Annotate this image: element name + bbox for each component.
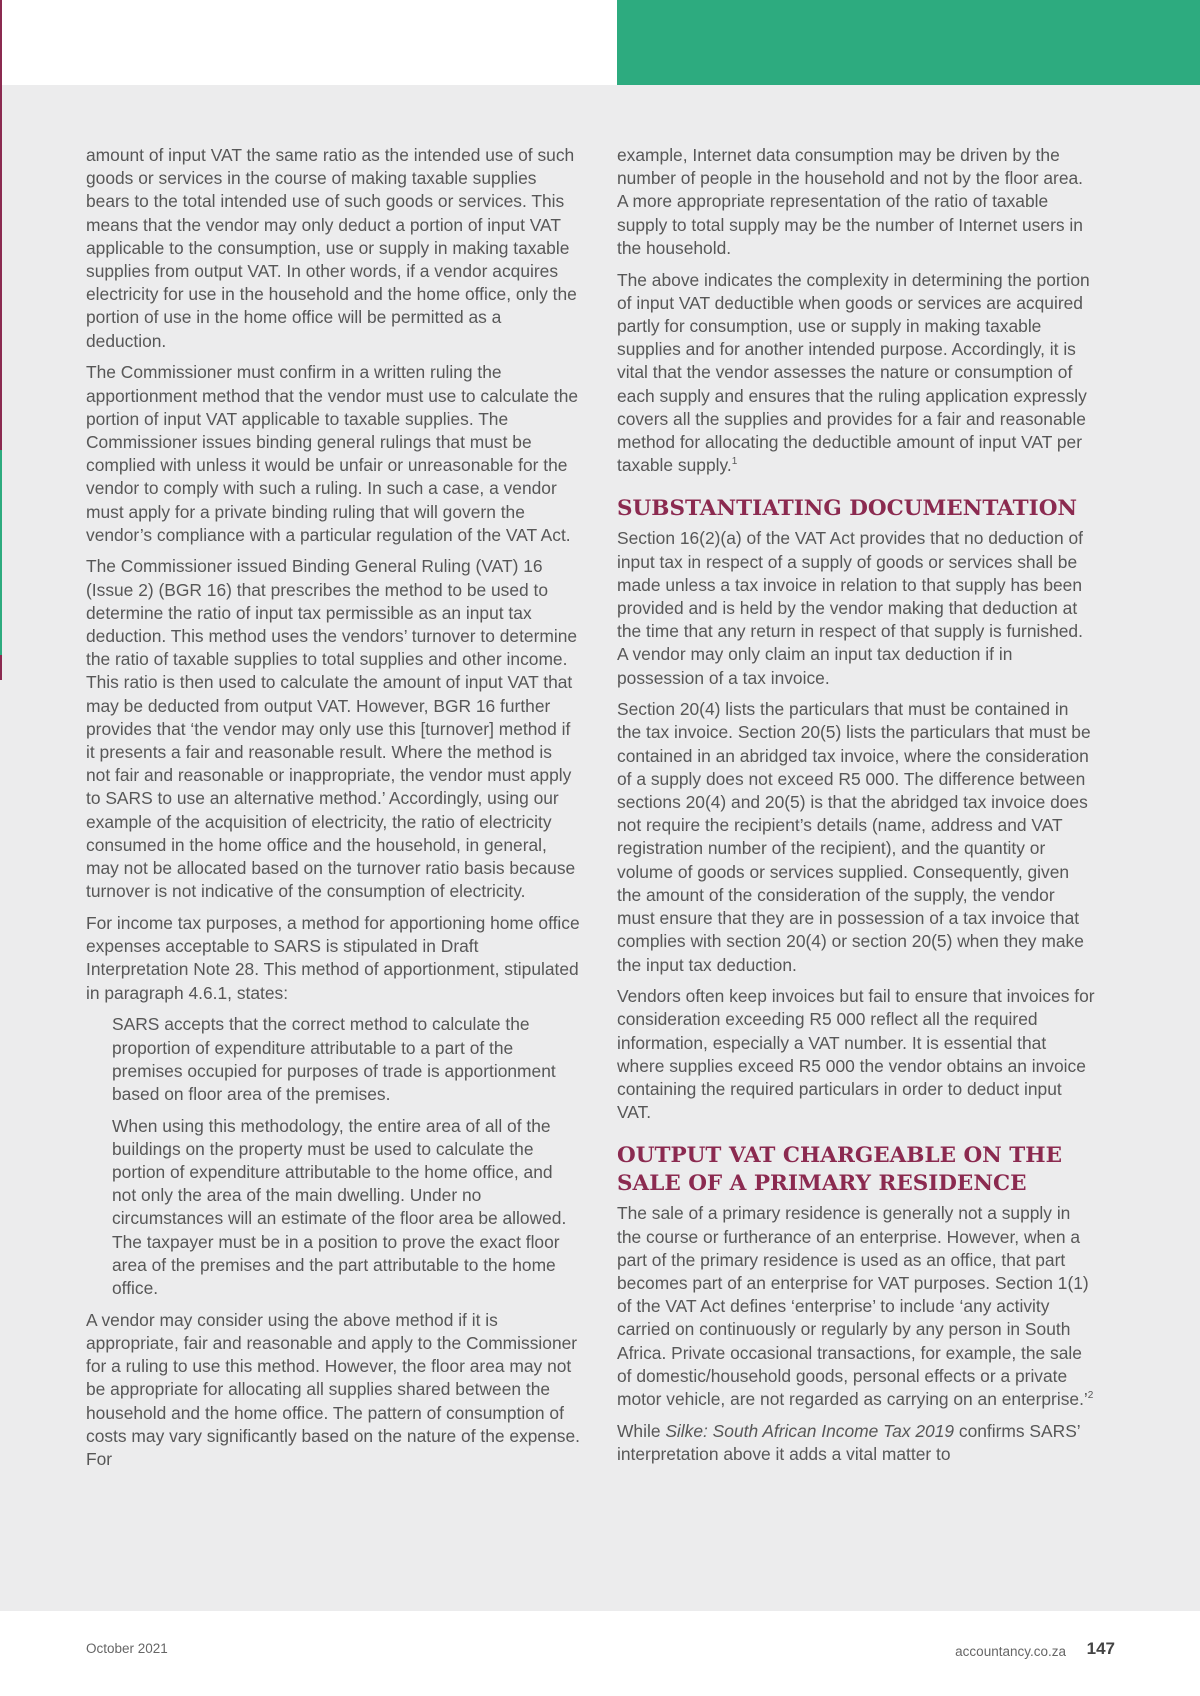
body-paragraph: amount of input VAT the same ratio as the intended use of such goods or services in the course of making taxable supplies bears to the total intended use of such goods or services. This means that the vendor may only deduct a portion of input VAT applicable to the consumption, use or supply in making taxable supplies from output VAT. In other words, if a vendor acquires electricity for use in the household and the home office, only the portion of use in the home office will be permitted as a deduction. [86, 145, 577, 351]
edge-color-mark [0, 85, 2, 450]
footnote-marker: 1 [731, 456, 738, 468]
body-paragraph: The Commissioner must confirm in a written ruling the apportionment method that the vendor must use to calculate the portion of input VAT applicable to taxable supplies. The Commissioner issues binding general rulings that must be complied with unless it would be unfair or unreasonable for the vendor to comply with such a ruling. In such a case, a vendor must apply for a private binding ruling that will govern the vendor’s compliance with a particular regulation of the VAT Act. [86, 362, 579, 545]
paragraph-text: The sale of a primary residence is generally not a supply in the course or furtherance of an enterprise. However, when a part of the primary residence is used as an office, that part becomes part of an enterprise for VAT purposes. Section 1(1) of the VAT Act defines ‘enterprise’ to include ‘any activity carried on continuously or regularly by any person in South Africa. Private occasional transactions, for example, the sale of domestic/household goods, personal effects or a private motor vehicle, are not regarded as carrying on an enterprise.’ [617, 1203, 1089, 1410]
body-paragraph: Section 20(4) lists the particulars that must be contained in the tax invoice. Section 20(5) lists the particulars that must be contained in an abridged tax invoice, where the consideration of a supply does not exceed R5 000. The difference between sections 20(4) and 20(5) is that the abridged tax invoice does not require the recipient’s details (name, address and VAT registration number of the recipient), and the quantity or volume of goods or services supplied. Consequently, given the amount of the consideration of the supply, the vendor must ensure that they are in possession of a tax invoice that complies with section 20(4) or section 20(5) when they make the input tax deduction. [617, 699, 1091, 975]
header-green-band [617, 0, 1200, 85]
section-heading-substantiating: SUBSTANTIATING DOCUMENTATION [617, 496, 1078, 522]
body-paragraph: example, Internet data consumption may be driven by the number of people in the household and not by the floor area. A more appropriate representation of the ratio of taxable supply to total supply may be the number of Internet users in the household. [617, 145, 1084, 258]
issue-date: October 2021 [86, 1641, 168, 1656]
body-paragraph: A vendor may consider using the above method if it is appropriate, fair and reasonable and apply to the Commissioner for a ruling to use this method. However, the floor area may not be appropriate for allocating all supplies shared between the household and the home office. The pattern of consumption of costs may vary significantly based on the nature of the expense. For [86, 1309, 580, 1469]
site-url: accountancy.co.za [955, 1644, 1066, 1659]
page-footer [0, 1611, 1200, 1696]
block-quote: SARS accepts that the correct method to calculate the proportion of expenditure attributable to a part of the premises occupied for purposes of trade is apportionment based on floor area of the premises. [112, 1014, 556, 1104]
book-title: Silke: South African Income Tax 2019 [665, 1420, 955, 1441]
block-quote: When using this methodology, the entire area of all of the buildings on the property must be used to calculate the portion of expenditure attributable to the home office, and not only the area of the main dwelling. Under no circumstances will an estimate of the floor area be allowed. The taxpayer must be in a position to prove the exact floor area of the premises and the part attributable to the home office. [112, 1115, 567, 1299]
footnote-marker: 2 [1087, 1390, 1094, 1402]
right-column [617, 144, 1097, 1475]
body-paragraph: Vendors often keep invoices but fail to ensure that invoices for consideration exceeding R5 000 reflect all the required information, especially a VAT number. It is essential that where supplies exceed R5 000 the vendor obtains an invoice containing the required particulars in order to deduct input VAT. [617, 986, 1095, 1123]
page-number: 147 [1086, 1639, 1115, 1658]
paragraph-text: The above indicates the complexity in determining the portion of input VAT deductible when goods or services are acquired partly for consumption, use or supply in making taxable supplies and for another intended purpose. Accordingly, it is vital that the vendor assesses the nature or consumption of each supply and ensures that the ruling application expressly covers all the supplies and provides for a fair and reasonable method for allocating the deductible amount of input VAT per taxable supply. [617, 269, 1090, 476]
body-paragraph: The Commissioner issued Binding General Ruling (VAT) 16 (Issue 2) (BGR 16) that prescribes the method to be used to determine the ratio of input tax permissible as an input tax deduction. This method uses the vendors’ turnover to determine the ratio of taxable supplies to total supplies and other income. This ratio is then used to calculate the amount of input VAT that may be deducted from output VAT. However, BGR 16 further provides that ‘the vendor may only use this [turnover] method if it presents a fair and reasonable result. Where the method is not fair and reasonable or inappropriate, the vendor must apply to SARS to use an alternative method.’ Accordingly, using our example of the acquisition of electricity, the ratio of electricity consumed in the home office and the household, in general, may not be allocated based on the turnover ratio basis because turnover is not indicative of the consumption of electricity. [86, 556, 578, 902]
body-paragraph: Section 16(2)(a) of the VAT Act provides that no deduction of input tax in respect of a supply of goods or services shall be made unless a tax invoice in relation to that supply has been provided and is held by the vendor making that deduction at the time that any return in respect of that supply is furnished. A vendor may only claim an input tax deduction if in possession of a tax invoice. [617, 528, 1083, 688]
body-paragraph [617, 269, 1097, 478]
paragraph-text: confirms SARS’ interpretation above it adds a vital matter to [617, 1420, 1081, 1464]
header-white-band [0, 0, 617, 85]
body-paragraph [617, 1420, 1097, 1466]
paragraph-text: While [617, 1420, 666, 1441]
edge-color-mark [0, 450, 2, 655]
edge-color-mark [0, 655, 2, 680]
edge-color-mark [0, 0, 2, 85]
body-paragraph: For income tax purposes, a method for apportioning home office expenses acceptable to SARS is stipulated in Draft Interpretation Note 28. This method of apportionment, stipulated in paragraph 4.6.1, states: [86, 913, 580, 1003]
section-heading-output-vat: OUTPUT VAT CHARGEABLE ON THE SALE OF A PRIMARY RESIDENCE [617, 1143, 1063, 1197]
body-paragraph [617, 1202, 1097, 1411]
left-column [86, 144, 580, 1480]
